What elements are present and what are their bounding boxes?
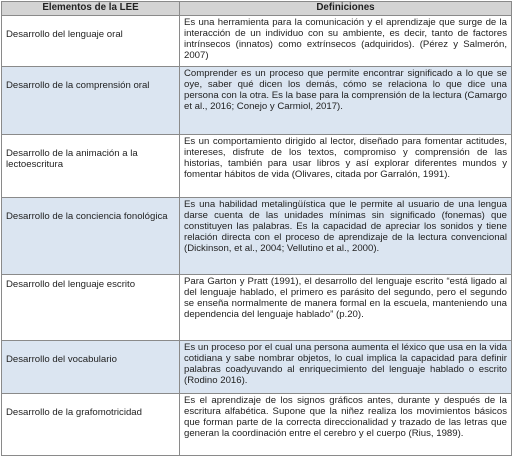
element-cell: [2, 67, 180, 135]
table-row: [2, 275, 512, 341]
element-cell: [2, 275, 180, 341]
element-cell: [2, 341, 180, 394]
element-label: Desarrollo del lenguaje escrito: [6, 279, 136, 290]
table-row: [2, 16, 512, 67]
element-cell: [2, 394, 180, 456]
definition-cell: Es un proceso por el cual una persona aumenta el léxico que usa en la vida cotidiana y sabe nombrar objetos, lo cual implica la capacidad para definir palabras coadyuvando al enriquecimiento del lenguaje hablado o escrito (Rodino 2016).: [180, 341, 512, 394]
definition-cell: Es una herramienta para la comunicación y el aprendizaje que surge de la interacción de un individuo con su ambiente, es decir, tanto de factores intrínsecos (innatos) como extrínsecos (adquiridos). (Pérez y Salmerón, 2007): [180, 16, 512, 67]
element-label: Desarrollo de la conciencia fonológica: [6, 211, 168, 222]
header-elements: Elementos de la LEE: [2, 2, 180, 16]
element-label: Desarrollo de la comprensión oral: [6, 80, 150, 91]
definitions-table: [1, 1, 512, 456]
table-row: [2, 341, 512, 394]
definition-cell: Para Garton y Pratt (1991), el desarrollo del lenguaje escrito “está ligado al del lenguaje hablado, el primero es parásito del segundo, pero el segundo se enseña normalmente de manera formal en la escuela, manteniendo una dependencia del lenguaje hablado” (p.20).: [180, 275, 512, 341]
element-label: Desarrollo de la grafomotricidad: [6, 407, 142, 418]
header-definitions: Definiciones: [180, 2, 512, 16]
table-row: [2, 135, 512, 198]
element-cell: [2, 16, 180, 67]
element-cell: [2, 135, 180, 198]
table-header-row: [2, 2, 512, 16]
element-label: Desarrollo del lenguaje oral: [6, 29, 123, 40]
element-label: Desarrollo del vocabulario: [6, 354, 117, 365]
table-row: [2, 67, 512, 135]
table-row: [2, 198, 512, 275]
definition-cell: Es un comportamiento dirigido al lector, diseñado para fomentar actitudes, intereses, disfrute de los textos, compromiso y comprensión de las historias, también para usar libros y así explorar diferentes mundos y fomentar hábitos de vida (Olivares, citada por Garralón, 1991).: [180, 135, 512, 198]
element-cell: [2, 198, 180, 275]
table-row: [2, 394, 512, 456]
element-label: Desarrollo de la animación a la lectoescritura: [6, 148, 138, 170]
definition-cell: Comprender es un proceso que permite encontrar significado a lo que se oye, saber qué dicen los demás, cómo se relaciona lo que dice una persona con la otra. Es la base para la comprensión de la lectura (Camargo et al., 2016; Conejo y Carmiol, 2017).: [180, 67, 512, 135]
definition-cell: Es el aprendizaje de los signos gráficos antes, durante y después de la escritura alfabética. Supone que la niñez realiza los movimientos básicos que forman parte de la correcta direccionalidad y trazado de las letras que generan la coordinación entre el cerebro y el cuerpo (Rius, 1989).: [180, 394, 512, 456]
definition-cell: Es una habilidad metalingüística que le permite al usuario de una lengua darse cuenta de las unidades mínimas sin significado (fonemas) que constituyen las palabras. Es la capacidad de apreciar los sonidos y tiene relación directa con el proceso de aprendizaje de la lectura convencional (Dickinson, et al., 2004; Vellutino et al., 2000).: [180, 198, 512, 275]
